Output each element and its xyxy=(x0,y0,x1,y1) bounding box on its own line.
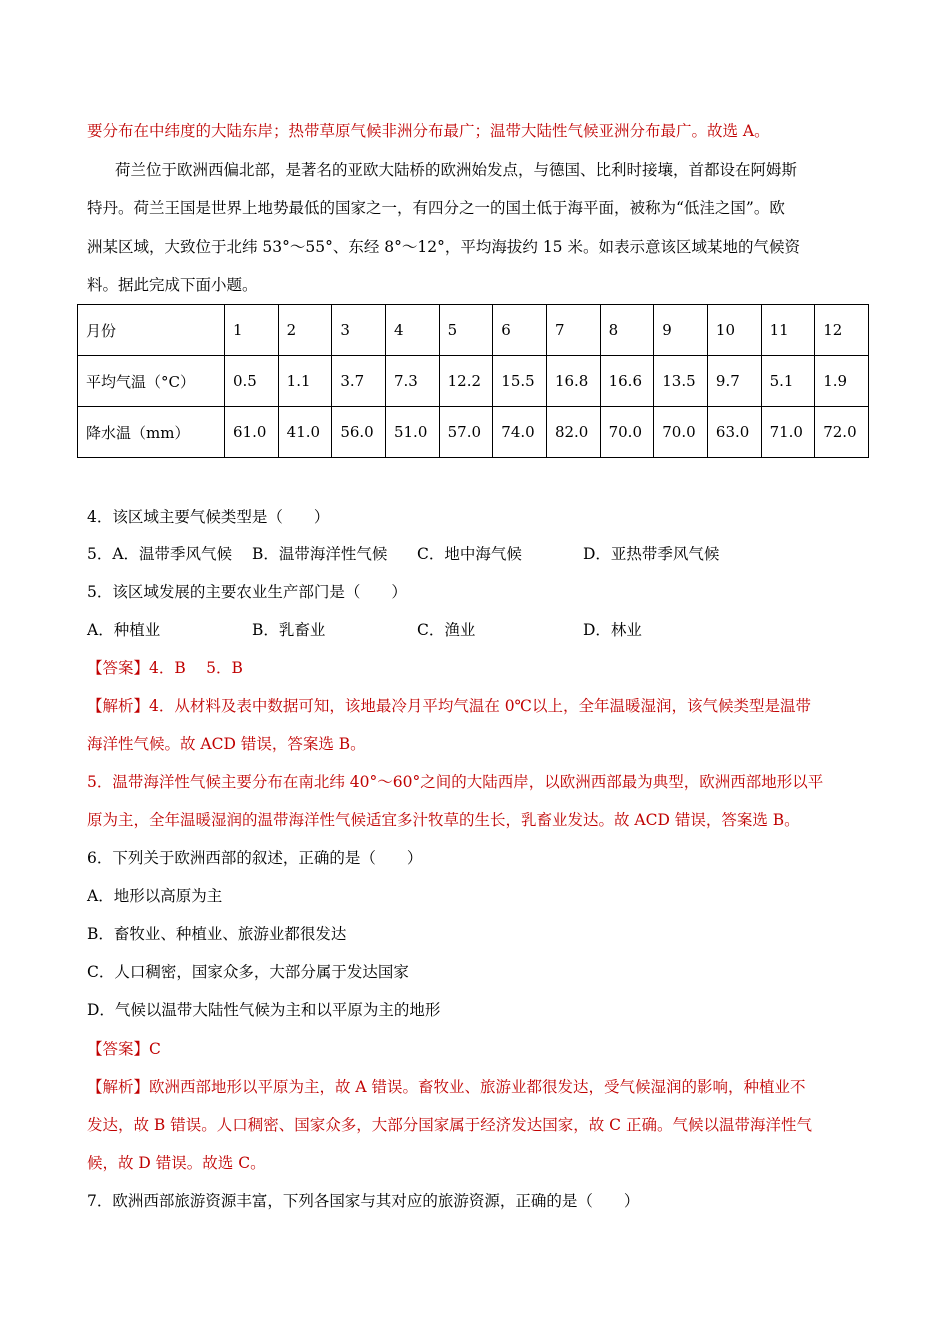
row-label: 平均气温（°C） xyxy=(78,356,225,407)
passage-line: 特丹。荷兰王国是世界上地势最低的国家之一，有四分之一的国土低于海平面，被称为“低洼之国”。欧 xyxy=(87,199,785,217)
table-cell: 0.5 xyxy=(225,356,279,407)
analysis-line: 海洋性气候。故 ACD 错误，答案选 B。 xyxy=(87,735,366,753)
table-cell: 41.0 xyxy=(278,407,332,458)
table-cell: 12 xyxy=(815,305,869,356)
question-4-stem: 4．该区域主要气候类型是（ ） xyxy=(87,508,330,526)
option-d: D．林业 xyxy=(583,621,642,639)
table-cell: 15.5 xyxy=(493,356,547,407)
table-cell: 51.0 xyxy=(385,407,439,458)
table-row xyxy=(78,356,869,407)
table-cell: 9 xyxy=(654,305,708,356)
table-cell: 7.3 xyxy=(385,356,439,407)
table-cell: 16.8 xyxy=(546,356,600,407)
option-a: 5．A．温带季风气候 xyxy=(87,545,233,563)
analysis-line: 【解析】4．从材料及表中数据可知，该地最冷月平均气温在 0℃以上，全年温暖湿润，该气候类型是温带 xyxy=(87,697,811,715)
table-cell: 70.0 xyxy=(654,407,708,458)
table-cell: 12.2 xyxy=(439,356,493,407)
row-label: 月份 xyxy=(78,305,225,356)
table-cell: 4 xyxy=(385,305,439,356)
table-cell: 5.1 xyxy=(761,356,815,407)
table-cell: 57.0 xyxy=(439,407,493,458)
table-cell: 2 xyxy=(278,305,332,356)
option-b: B．温带海洋性气候 xyxy=(252,545,388,563)
table-cell: 6 xyxy=(493,305,547,356)
answer-4-5: 【答案】4．B 5．B xyxy=(87,659,243,677)
passage-line: 洲某区域，大致位于北纬 53°～55°、东经 8°～12°，平均海拔约 15 米。如表示意该区域某地的气候资 xyxy=(87,238,800,256)
table-cell: 72.0 xyxy=(815,407,869,458)
table-row xyxy=(78,407,869,458)
table-cell: 63.0 xyxy=(707,407,761,458)
table-cell: 1.9 xyxy=(815,356,869,407)
intro-line: 要分布在中纬度的大陆东岸；热带草原气候非洲分布最广；温带大陆性气候亚洲分布最广。故选 A。 xyxy=(87,122,770,140)
table-cell: 82.0 xyxy=(546,407,600,458)
table-cell: 3.7 xyxy=(332,356,386,407)
table-cell: 11 xyxy=(761,305,815,356)
table-cell: 16.6 xyxy=(600,356,654,407)
table-row xyxy=(78,305,869,356)
analysis-line: 原为主，全年温暖湿润的温带海洋性气候适宜多汁牧草的生长，乳畜业发达。故 ACD 错误，答案选 B。 xyxy=(87,811,800,829)
table-cell: 56.0 xyxy=(332,407,386,458)
analysis-line: 发达，故 B 错误。人口稠密、国家众多，大部分国家属于经济发达国家，故 C 正确。气候以温带海洋性气 xyxy=(87,1116,812,1134)
question-7-stem: 7．欧洲西部旅游资源丰富，下列各国家与其对应的旅游资源，正确的是（ ） xyxy=(87,1192,640,1210)
analysis-line: 【解析】欧洲西部地形以平原为主，故 A 错误。畜牧业、旅游业都很发达，受气候湿润的影响，种植业不 xyxy=(87,1078,806,1096)
table-cell: 7 xyxy=(546,305,600,356)
climate-table xyxy=(77,304,869,458)
table-cell: 71.0 xyxy=(761,407,815,458)
passage-line: 荷兰位于欧洲西偏北部，是著名的亚欧大陆桥的欧洲始发点，与德国、比利时接壤，首都设在阿姆斯 xyxy=(115,161,798,179)
table-cell: 1.1 xyxy=(278,356,332,407)
option-b: B．乳畜业 xyxy=(252,621,326,639)
analysis-line: 5．温带海洋性气候主要分布在南北纬 40°～60°之间的大陆西岸，以欧洲西部最为典型，欧洲西部地形以平 xyxy=(87,773,824,791)
passage-line: 料。据此完成下面小题。 xyxy=(87,276,258,294)
table-cell: 8 xyxy=(600,305,654,356)
row-label: 降水温（mm） xyxy=(78,407,225,458)
question-6-stem: 6．下列关于欧洲西部的叙述，正确的是（ ） xyxy=(87,849,423,867)
option-c: C．地中海气候 xyxy=(417,545,522,563)
table-cell: 1 xyxy=(225,305,279,356)
table-cell: 74.0 xyxy=(493,407,547,458)
option-c: C．人口稠密，国家众多，大部分属于发达国家 xyxy=(87,963,409,981)
table-cell: 10 xyxy=(707,305,761,356)
option-a: A．地形以高原为主 xyxy=(87,887,223,905)
option-b: B．畜牧业、种植业、旅游业都很发达 xyxy=(87,925,347,943)
option-a: A．种植业 xyxy=(87,621,161,639)
table-cell: 61.0 xyxy=(225,407,279,458)
option-c: C．渔业 xyxy=(417,621,476,639)
table-cell: 5 xyxy=(439,305,493,356)
analysis-line: 候，故 D 错误。故选 C。 xyxy=(87,1154,266,1172)
answer-6: 【答案】C xyxy=(87,1040,161,1058)
table-cell: 3 xyxy=(332,305,386,356)
table-cell: 70.0 xyxy=(600,407,654,458)
table-cell: 13.5 xyxy=(654,356,708,407)
table-cell: 9.7 xyxy=(707,356,761,407)
option-d: D．亚热带季风气候 xyxy=(583,545,720,563)
question-5-stem: 5．该区域发展的主要农业生产部门是（ ） xyxy=(87,583,407,601)
option-d: D．气候以温带大陆性气候为主和以平原为主的地形 xyxy=(87,1001,441,1019)
